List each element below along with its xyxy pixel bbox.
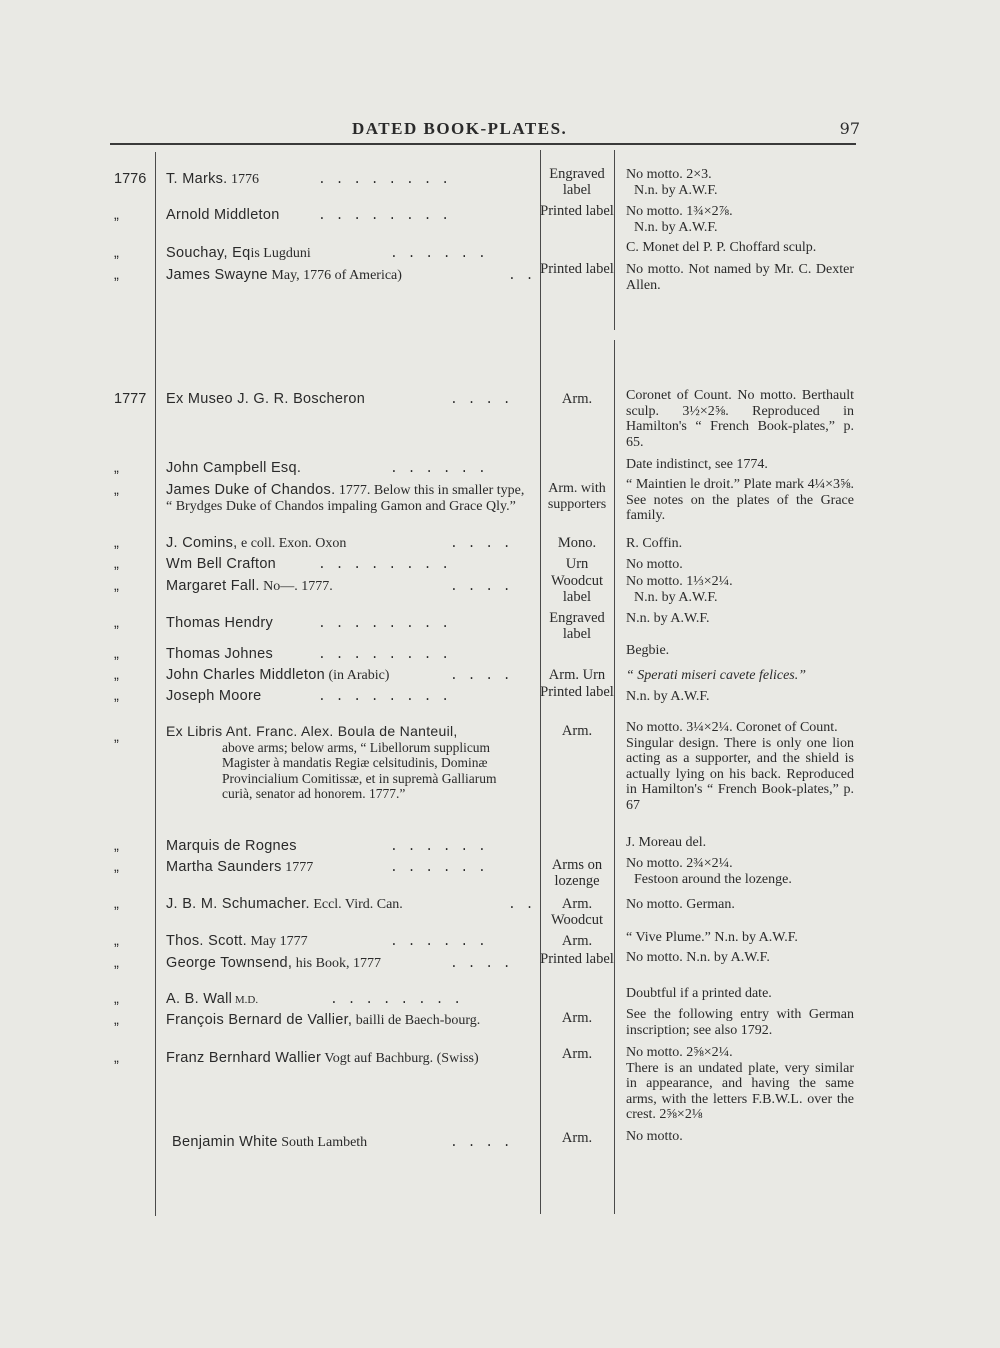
plate-note: No motto. Not named by Mr. C. Dexter Allen.: [626, 262, 854, 293]
plate-kind: Arm. with supporters: [547, 481, 607, 512]
year-cell: „: [114, 245, 119, 261]
owner-name: Thomas Hendry: [166, 615, 274, 631]
plate-note: “ Maintien le droit.” Plate mark 4¼×3⅝. See notes on the plates of the Grace family.: [626, 477, 854, 523]
year-cell: „: [114, 667, 119, 683]
leader-dots: . . . . . .: [390, 246, 487, 261]
leader-dots: . . . . . . . .: [318, 616, 451, 631]
plate-note: Begbie.: [626, 643, 670, 658]
owner-name: James Duke of Chandos. 1777. Below this in smaller type, “ Brydges Duke of Chandos impaling Gamon and Grace Qly.”: [166, 482, 525, 514]
year-cell: „: [114, 578, 119, 594]
plate-note: No motto. 2⅝×2¼. There is an undated plate, very similar in appearance, and having the same arms, with the letters F.B.W.L. over the crest. 2⅝×2⅛: [626, 1045, 854, 1122]
plate-kind: Engraved label: [549, 166, 605, 198]
plate-note: J. Moreau del.: [626, 835, 707, 850]
owner-name: John Campbell Esq.: [166, 460, 302, 476]
plate-note: No motto. 1⅓×2¼. N.n. by A.W.F.: [626, 574, 733, 605]
leader-dots: . . . .: [450, 536, 512, 551]
plate-kind: Arm. Woodcut: [551, 896, 603, 928]
owner-name: John Charles Middleton (in Arabic): [166, 667, 390, 683]
owner-name: Marquis de Rognes: [166, 838, 297, 854]
plate-kind: Printed label: [540, 261, 614, 277]
year-cell: 1777: [114, 391, 147, 407]
plate-note: R. Coffin.: [626, 536, 683, 551]
plate-note: Doubtful if a printed date.: [626, 986, 772, 1001]
owner-name: Joseph Moore: [166, 688, 262, 704]
leader-dots: . . . . . .: [390, 461, 487, 476]
plate-kind: Woodcut label: [551, 573, 603, 605]
owner-name: Benjamin White South Lambeth: [172, 1134, 368, 1150]
plate-note: No motto.: [626, 1129, 683, 1144]
year-cell: 1776: [114, 171, 147, 187]
year-cell: „: [114, 615, 119, 631]
owner-name: J. Comins, e coll. Exon. Oxon: [166, 535, 347, 551]
owner-name: Martha Saunders 1777: [166, 859, 314, 875]
year-cell: „: [114, 535, 119, 551]
owner-name: Arnold Middleton: [166, 207, 280, 223]
year-cell: „: [114, 460, 119, 476]
leader-dots: . . . . . . . .: [318, 647, 451, 662]
owner-name: Franz Bernhard Wallier Vogt auf Bachburg. (Swiss): [166, 1050, 479, 1066]
plate-kind: Arm.: [561, 1010, 593, 1026]
year-cell: „: [114, 207, 119, 223]
plate-kind: Mono.: [557, 535, 597, 551]
owner-name: T. Marks. 1776: [166, 171, 260, 187]
leader-dots: . . . . . .: [390, 860, 487, 875]
owner-name: Wm Bell Crafton: [166, 556, 277, 572]
plate-note: “ Sperati miseri cavete felices.”: [626, 668, 807, 683]
year-cell: „: [114, 729, 119, 745]
leader-dots: . . . .: [450, 392, 512, 407]
leader-dots: . . . . . . . .: [330, 992, 463, 1007]
plate-kind: Arms on lozenge: [551, 857, 603, 889]
year-cell: „: [114, 482, 119, 498]
plate-kind: Arm.: [561, 933, 593, 949]
year-cell: „: [114, 688, 119, 704]
leader-dots: . . . . . .: [390, 934, 487, 949]
plate-kind: Engraved label: [549, 610, 605, 642]
plate-note: No motto. N.n. by A.W.F.: [626, 950, 770, 965]
plate-note: No motto. 1¾×2⅞. N.n. by A.W.F.: [626, 204, 733, 235]
leader-dots: . . . .: [450, 1135, 512, 1150]
owner-name: Ex Museo J. G. R. Boscheron: [166, 391, 366, 407]
owner-name: A. B. Wall M.D.: [166, 991, 259, 1007]
owner-name: Margaret Fall. No—. 1777.: [166, 578, 333, 594]
leader-dots: . . . . . .: [390, 839, 487, 854]
plate-note: N.n. by A.W.F.: [626, 611, 710, 626]
owner-name: James Swayne May, 1776 of America): [166, 267, 402, 283]
owner-name: George Townsend, his Book, 1777: [166, 955, 381, 971]
leader-dots: . . . . . . . .: [318, 208, 451, 223]
year-cell: „: [114, 859, 119, 875]
plate-note: See the following entry with German inscription; see also 1792.: [626, 1007, 854, 1038]
plate-note: Date indistinct, see 1774.: [626, 457, 768, 472]
plate-note: C. Monet del P. P. Choffard sculp.: [626, 240, 817, 255]
leader-dots: . . . . . . . .: [318, 557, 451, 572]
plate-note: No motto. 2¾×2¼. Festoon around the lozenge.: [626, 856, 792, 887]
plate-kind: Printed label: [540, 203, 614, 219]
leader-dots: . .: [508, 268, 535, 283]
plate-kind: Arm.: [561, 391, 593, 407]
leader-dots: . . . .: [450, 956, 512, 971]
owner-name: François Bernard de Vallier, bailli de Baech-bourg.: [166, 1012, 481, 1028]
owner-name: Thos. Scott. May 1777: [166, 933, 308, 949]
plate-kind: Printed label: [540, 951, 614, 967]
plate-kind: Arm. Urn: [548, 667, 606, 683]
year-cell: „: [114, 646, 119, 662]
plate-note: Coronet of Count. No motto. Berthault sculp. 3½×2⅝. Reproduced in Hamilton's “ French Book-plates,” p. 65.: [626, 388, 854, 450]
plate-kind: Arm.: [561, 1046, 593, 1062]
plate-note: N.n. by A.W.F.: [626, 689, 710, 704]
year-cell: „: [114, 556, 119, 572]
year-cell: „: [114, 838, 119, 854]
year-cell: „: [114, 896, 119, 912]
year-cell: „: [114, 933, 119, 949]
plate-note: “ Vive Plume.” N.n. by A.W.F.: [626, 930, 798, 945]
year-cell: „: [114, 267, 119, 283]
running-title: DATED BOOK-PLATES.: [352, 119, 568, 138]
owner-name: Souchay, Eqis Lugduni: [166, 245, 311, 261]
plate-kind: Urn: [565, 556, 589, 572]
year-cell: „: [114, 1012, 119, 1028]
leader-dots: . .: [508, 897, 535, 912]
plate-kind: Printed label: [540, 684, 614, 700]
year-cell: „: [114, 955, 119, 971]
owner-name: Thomas Johnes: [166, 646, 274, 662]
plate-kind: Arm.: [561, 1130, 593, 1146]
page-number: 97: [839, 119, 860, 138]
leader-dots: . . . . . . . .: [318, 172, 451, 187]
owner-name: J. B. M. Schumacher. Eccl. Vird. Can.: [166, 896, 403, 912]
year-cell: „: [114, 991, 119, 1007]
year-cell: „: [114, 1050, 119, 1066]
plate-kind: Arm.: [561, 723, 593, 739]
leader-dots: . . . .: [450, 668, 512, 683]
leader-dots: . . . .: [450, 579, 512, 594]
leader-dots: . . . . . . . .: [318, 689, 451, 704]
plate-note: No motto.: [626, 557, 683, 572]
plate-note: No motto. 2×3. N.n. by A.W.F.: [626, 167, 718, 198]
plate-note: No motto. 3¼×2¼. Coronet of Count. Singular design. There is only one lion acting as a supporter, and the shield is actually lying on his back. Reproduced in Hamilton's “ French Book-plates,” p. 67: [626, 720, 854, 813]
plate-note: No motto. German.: [626, 897, 735, 912]
owner-name: Ex Libris Ant. Franc. Alex. Boula de Nanteuil, above arms; below arms, “ Libellorum supplicum Magister à mandatis Regiæ celsitudinis, Dominæ Provincialium Comitissæ, et in supremà Galliarum curià, senator ad honorem. 1777.”: [166, 723, 497, 801]
